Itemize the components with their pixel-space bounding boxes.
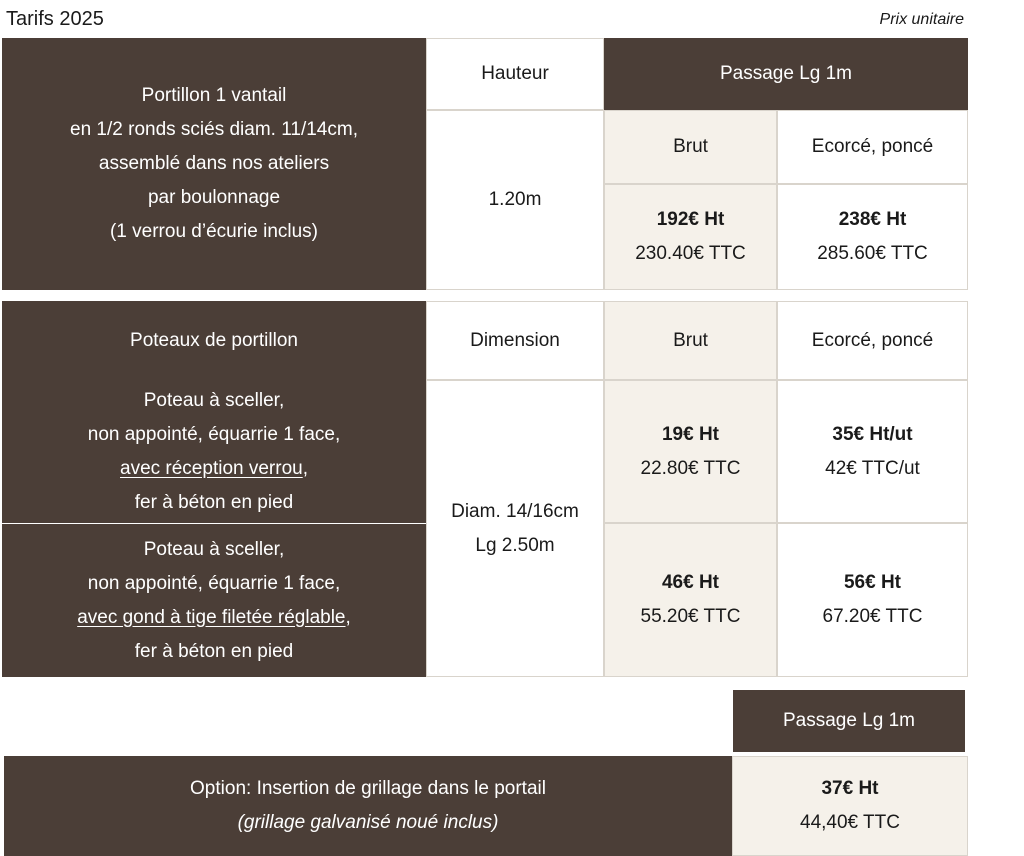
portillon-desc-line: en 1/2 ronds sciés diam. 11/14cm, (70, 119, 358, 140)
dimension-line: Diam. 14/16cm (451, 500, 579, 522)
poteau-row-1-brut-price (604, 380, 777, 523)
poteau-feature: avec réception verrou (120, 457, 303, 479)
price-ttc: 230.40€ TTC (635, 243, 746, 264)
price-ttc: 42€ TTC/ut (825, 457, 920, 479)
price-ht: 46€ Ht (661, 572, 720, 593)
poteau-desc-line: fer à béton en pied (134, 491, 294, 513)
price-ttc: 55.20€ TTC (640, 606, 741, 627)
poteau-feature: avec gond à tige filetée réglable (77, 606, 346, 628)
poteau-feature-suffix: , (302, 457, 308, 479)
price-ht: 192€ Ht (656, 209, 725, 230)
portillon-ecorce-price (777, 184, 968, 290)
poteau-desc-line (120, 452, 308, 486)
option-description (4, 756, 732, 856)
poteau-desc-line: Poteau à sceller, (143, 389, 285, 411)
poteau-row-1-description (2, 380, 426, 523)
poteaux-col-ecorce: Ecorcé, poncé (777, 301, 968, 380)
price-ttc: 22.80€ TTC (640, 457, 741, 479)
poteaux-col-brut: Brut (604, 301, 777, 380)
price-ht: 35€ Ht/ut (832, 423, 913, 445)
poteau-desc-line: fer à béton en pied (134, 640, 294, 662)
price-unit-note: Prix unitaire (879, 11, 964, 28)
price-ttc: 67.20€ TTC (822, 606, 923, 627)
option-label: Option: Insertion de grillage dans le portail (190, 778, 546, 799)
portillon-desc-line: par boulonnage (147, 187, 281, 208)
poteau-desc-line (77, 601, 351, 635)
poteau-desc-line: non appointé, équarrie 1 face, (87, 572, 341, 594)
portillon-desc-line: Portillon 1 vantail (141, 85, 287, 106)
price-ht: 56€ Ht (843, 572, 902, 593)
page-title: Tarifs 2025 (6, 8, 104, 30)
portillon-height-header: Hauteur (426, 38, 604, 110)
portillon-description (2, 38, 426, 290)
option-sublabel: (grillage galvanisé noué inclus) (237, 812, 499, 833)
poteau-row-2-ecorce-price (777, 523, 968, 677)
poteau-desc-line: non appointé, équarrie 1 face, (87, 423, 341, 445)
poteaux-dimension-header: Dimension (426, 301, 604, 380)
poteaux-dimension-value (426, 380, 604, 677)
poteau-row-2-brut-price (604, 523, 777, 677)
portillon-passage-header: Passage Lg 1m (604, 38, 968, 110)
option-passage-header: Passage Lg 1m (733, 690, 965, 752)
price-ttc: 285.60€ TTC (817, 243, 928, 264)
option-price (732, 756, 968, 856)
portillon-brut-price (604, 184, 777, 290)
poteau-row-2-description (2, 524, 426, 677)
portillon-desc-line: (1 verrou d’écurie inclus) (109, 221, 319, 242)
price-ttc: 44,40€ TTC (800, 812, 900, 833)
price-ht: 37€ Ht (821, 778, 879, 799)
poteau-desc-line: Poteau à sceller, (143, 538, 285, 560)
portillon-col-brut: Brut (604, 110, 777, 184)
poteau-row-1-ecorce-price (777, 380, 968, 523)
poteaux-header: Poteaux de portillon (2, 301, 426, 380)
portillon-col-ecorce: Ecorcé, poncé (777, 110, 968, 184)
portillon-height-value: 1.20m (426, 110, 604, 290)
price-ht: 19€ Ht (661, 423, 720, 445)
poteau-feature-suffix: , (345, 606, 351, 628)
price-ht: 238€ Ht (838, 209, 907, 230)
portillon-desc-line: assemblé dans nos ateliers (98, 153, 330, 174)
dimension-line: Lg 2.50m (475, 534, 555, 556)
